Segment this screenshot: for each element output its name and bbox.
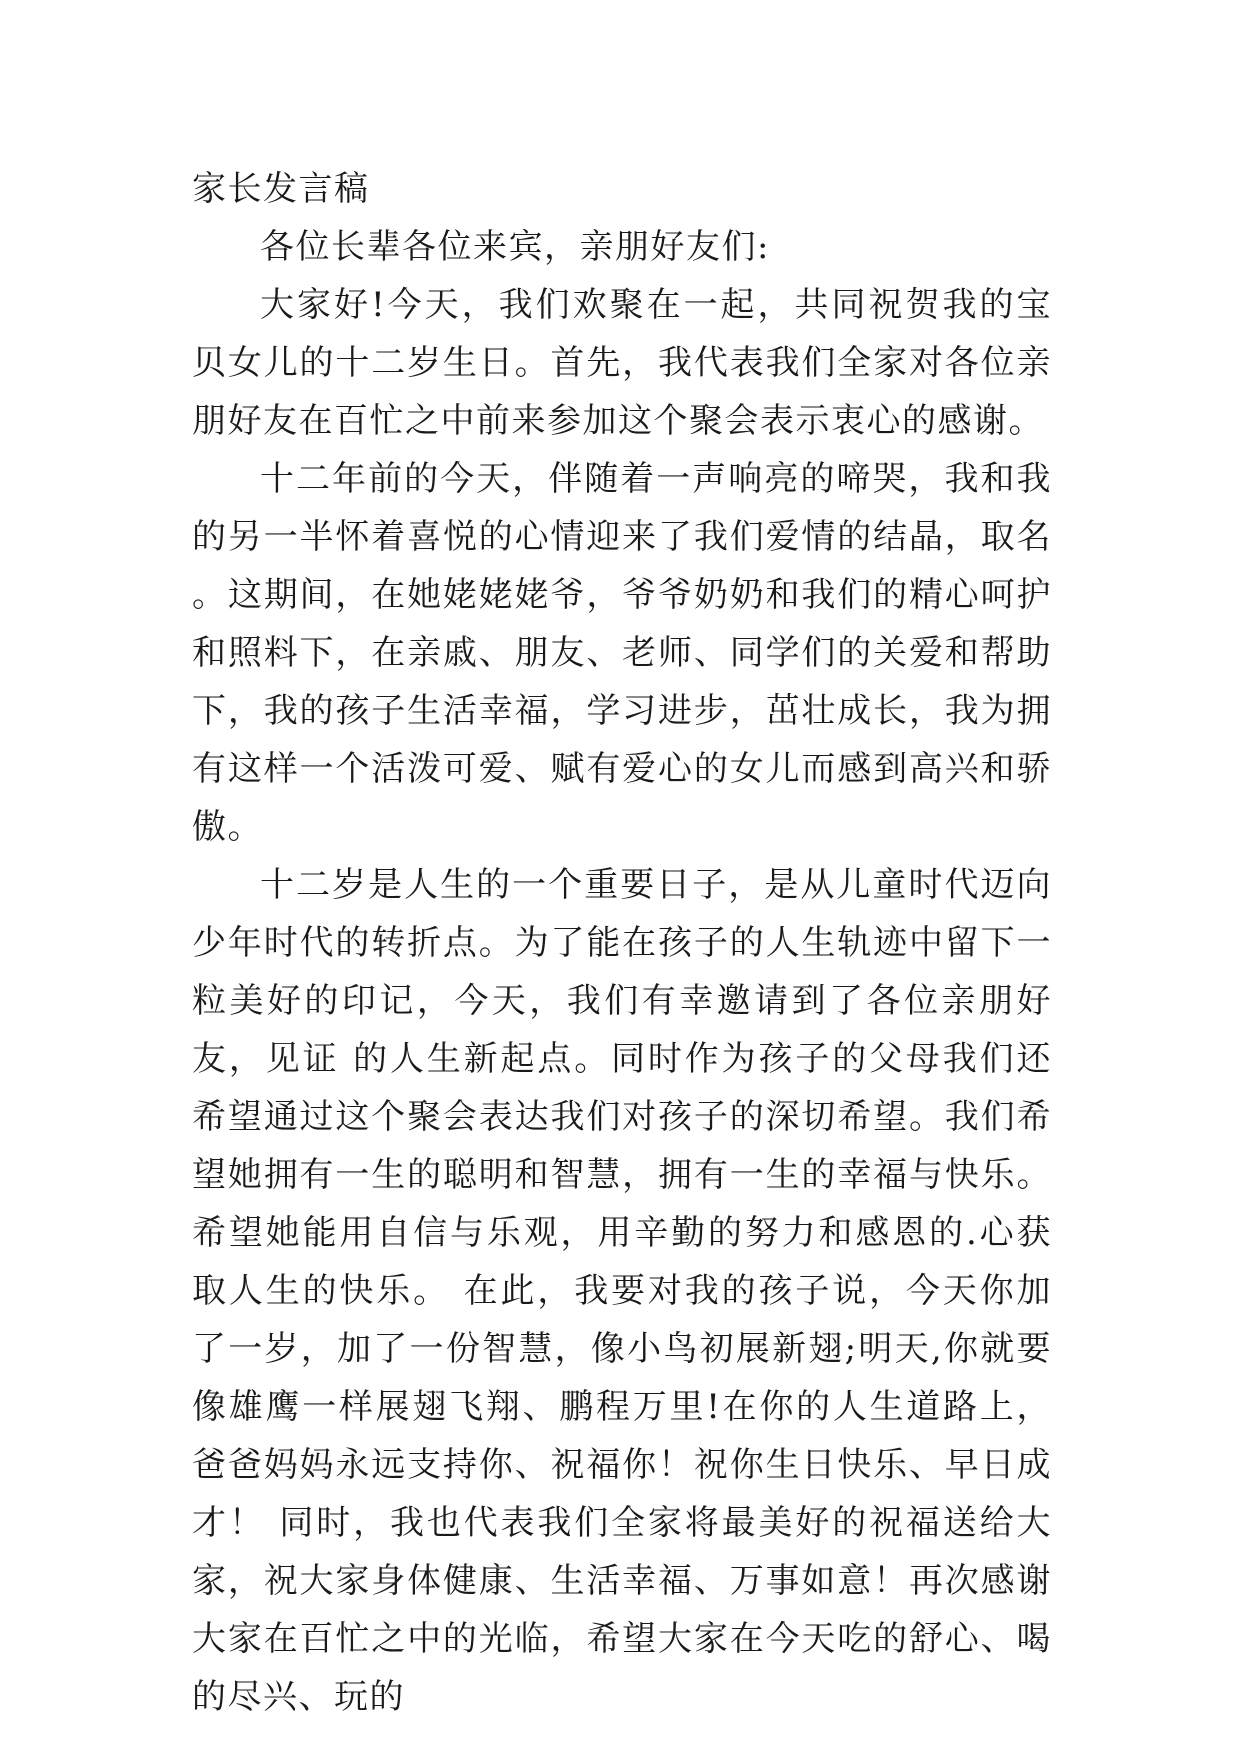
document-title: 家长发言稿 [192,169,370,209]
birth-paragraph: 十二年前的今天，伴随着一声响亮的啼哭，我和我的另一半怀着喜悦的心情迎来了我们爱情的结晶，取名 。这期间，在她姥姥姥爷，爷爷奶奶和我们的精心呵护和照料下，在亲戚、朋友、老师、同学们的关爱和帮助下，我的孩子生活幸福，学习进步，茁壮成长，我为拥有这样一个活泼可爱、赋有爱心的女儿而感到高兴和骄傲。 [192,459,1052,847]
document-body [192,160,1052,1726]
wishes-paragraph: 十二岁是人生的一个重要日子，是从儿童时代迈向少年时代的转折点。为了能在孩子的人生轨迹中留下一粒美好的印记，今天，我们有幸邀请到了各位亲朋好友，见证 的人生新起点。同时作为孩子的父母我们还希望通过这个聚会表达我们对孩子的深切希望。我们希望她拥有一生的聪明和智慧，拥有一生的幸福与快乐。希望她能用自信与乐观，用辛勤的努力和感恩的.心获取人生的快乐。 在此，我要对我的孩子说，今天你加了一岁，加了一份智慧，像小鸟初展新翅;明天,你就要像雄鹰一样展翅飞翔、鹏程万里!在你的人生道路上，爸爸妈妈永远支持你、祝福你！祝你生日快乐、早日成才！ 同时，我也代表我们全家将最美好的祝福送给大家，祝大家身体健康、生活幸福、万事如意！再次感谢大家在百忙之中的光临，希望大家在今天吃的舒心、喝的尽兴、玩的 [192,865,1052,1717]
opening-paragraph: 大家好!今天，我们欢聚在一起，共同祝贺我的宝贝女儿的十二岁生日。首先，我代表我们全家对各位亲朋好友在百忙之中前来参加这个聚会表示衷心的感谢。 [192,285,1052,441]
greeting-paragraph: 各位长辈各位来宾，亲朋好友们: [260,227,770,267]
